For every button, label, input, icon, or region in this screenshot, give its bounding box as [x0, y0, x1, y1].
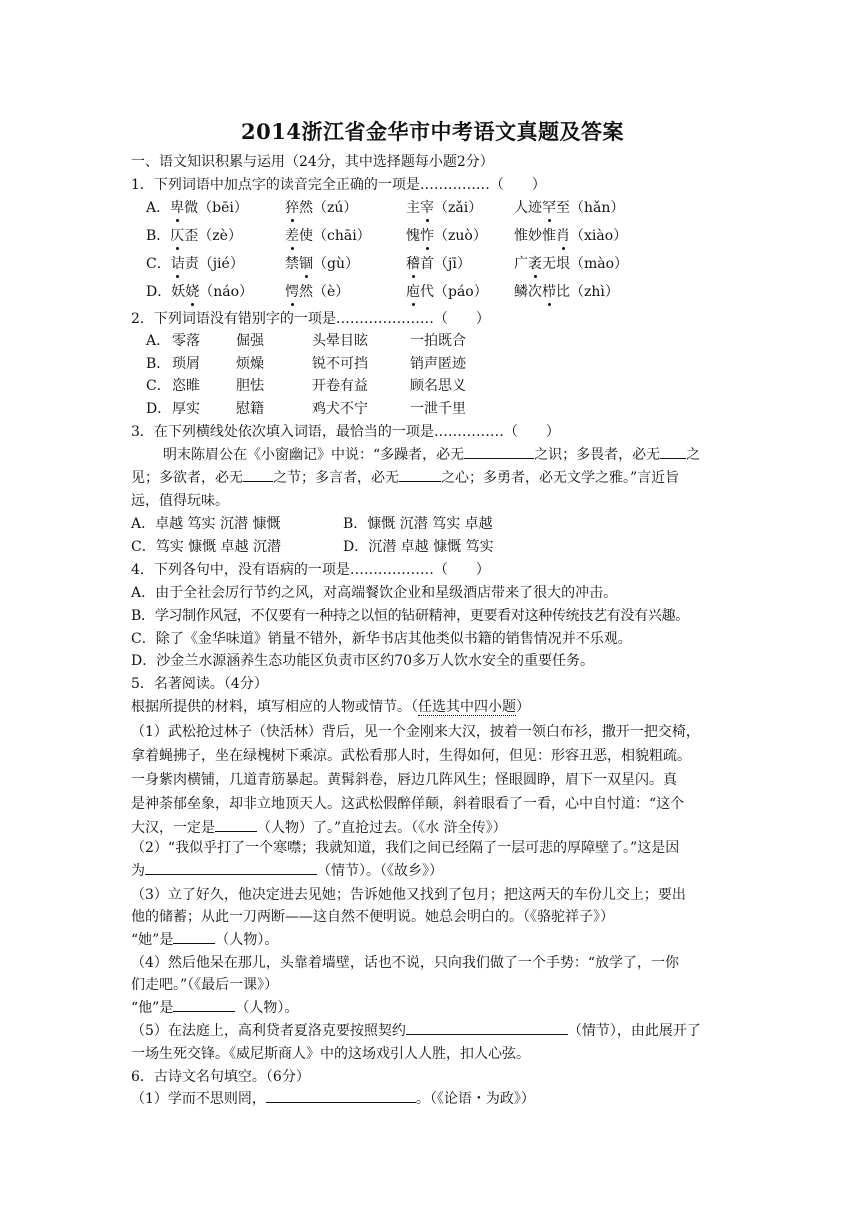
answer-blank[interactable] — [406, 1020, 568, 1035]
fill-blank[interactable] — [243, 467, 273, 482]
q5-item-5-line-1: （5）在法庭上，高利贷者夏洛克要按照契约 （情节），由此展开了 — [131, 1020, 701, 1042]
q3-options-row-2 — [131, 536, 494, 558]
q5-item-1-line-1: （1）武松抢过林子（快活林）背后，见一个金刚来大汉，披着一领白布衫，撒开一把交椅， — [131, 724, 700, 740]
question-2-stem: 2．下列词语没有错别字的一项是…………………（ ） — [131, 311, 490, 327]
question-1-stem: 1．下列词语中加点字的读音完全正确的一项是……………（ ） — [131, 177, 546, 193]
q1-option-b[interactable]: B．仄歪（zè） 差使（chāi） 愧怍（zuò） 惟妙惟肖（xiào） — [146, 225, 654, 247]
section-heading: 一、语文知识积累与运用（24分，其中选择题每小题2分） — [131, 154, 494, 170]
question-4-stem: 4．下列各句中，没有语病的一项是………………（ ） — [131, 562, 490, 578]
q3-passage-line-1: 明末陈眉公在《小窗幽记》中说：“多躁者，必无 之识；多畏者，必无 之 — [163, 444, 700, 466]
answer-blank[interactable] — [266, 1088, 416, 1103]
answer-blank[interactable] — [145, 860, 317, 875]
q5-item-4-line-3: “他”是 （人物）。 — [131, 997, 298, 1019]
q5-item-1-line-2: 拿着蝇拂子，坐在绿槐树下乘凉。武松看那人时，生得如何，但见：形容丑恶，相貌粗疏。 — [131, 748, 691, 764]
fill-blank[interactable] — [464, 444, 534, 459]
q5-item-5-line-2: 一场生死交锋。《威尼斯商人》中的这场戏引人人胜，扣人心弦。 — [131, 1046, 530, 1062]
q6-item-1: （1）学而不思则罔， 。（《论语・为政》） — [131, 1088, 535, 1110]
q5-instructions: 根据所提供的材料，填写相应的人物或情节。（任选其中四小题） — [131, 699, 530, 715]
q2-option-b[interactable]: B． 琐屑 烦燥 锐不可挡 销声匿迹 — [146, 356, 466, 372]
q4-option-b[interactable]: B．学习制作风冠，不仅要有一种持之以恒的钻研精神，更要看对这种传统技艺有没有兴趣。 — [131, 608, 689, 624]
q5-item-4-line-1: （4）然后他呆在那儿，头靠着墙壁，话也不说，只向我们做了一个手势：“放学了，一你 — [131, 955, 680, 971]
question-5-stem: 5．名著阅读。（4分） — [131, 676, 268, 692]
q3-passage-line-2: 见；多欲者，必无 之节；多言者，必无 之心；多勇者，必无文学之雅。”言近旨 — [131, 467, 679, 489]
page-title: 2014浙江省金华市中考语文真题及答案 — [241, 119, 624, 144]
q5-item-3-line-3: “她”是 （人物）。 — [131, 929, 278, 951]
answer-blank[interactable] — [173, 997, 235, 1012]
q5-item-3-line-2: 他的储蓄；从此一刀两断——这自然不便明说。她总会明白的。（《骆驼祥子》） — [131, 909, 614, 925]
q3-option-d[interactable]: D．沉潜 卓越 慷慨 笃实 — [343, 539, 494, 555]
q2-option-c[interactable]: C． 恣睢 胆怯 开卷有益 顾名思义 — [146, 378, 466, 394]
q2-option-a[interactable]: A． 零落 倔强 头晕目眩 一拍既合 — [146, 333, 466, 349]
question-3-stem: 3．在下列横线处依次填入词语，最恰当的一项是……………（ ） — [131, 424, 560, 440]
q1-option-d[interactable]: D．妖娆（náo） 愕然（è） 庖代（páo） 鳞次栉比（zhì） — [146, 281, 654, 303]
q3-options-row-1 — [131, 513, 493, 535]
q5-item-1-line-5: 大汉，一定是 （人物）了。”直抢过去。（《水 浒全传》） — [131, 817, 507, 839]
q1-option-a[interactable]: A．卑微（bēi） 猝然（zú） 主宰（zǎi） 人迹罕至（hǎn） — [146, 197, 654, 219]
q3-option-c[interactable]: C．笃实 慷慨 卓越 沉潜 — [131, 539, 282, 555]
q5-item-1-line-4: 是神荼郁垒象，却非立地顶天人。这武松假醉佯颠，斜着眼看了一看，心中自忖道：“这个 — [131, 796, 685, 812]
fill-blank[interactable] — [660, 444, 686, 459]
q4-option-c[interactable]: C．除了《金华味道》销量不错外，新华书店其他类似书籍的销售情况并不乐观。 — [131, 631, 632, 647]
answer-blank[interactable] — [173, 929, 215, 944]
q3-option-b[interactable]: B．慷慨 沉潜 笃实 卓越 — [343, 516, 493, 532]
q1-option-c[interactable]: C．诘责（jié） 禁锢（gù） 稽首（jī） 广袤无垠（mào） — [146, 253, 654, 275]
answer-blank[interactable] — [215, 817, 257, 832]
q5-item-4-line-2: 们走吧。”（《最后一课》） — [131, 977, 279, 993]
q3-option-a[interactable]: A．卓越 笃实 沉潜 慷慨 — [131, 516, 281, 532]
q4-option-d[interactable]: D．沙金兰水源涵养生态功能区负责市区约70多万人饮水安全的重要任务。 — [131, 653, 595, 669]
q5-item-2-line-2: 为 （情节）。（《故乡》） — [131, 860, 443, 882]
q5-item-1-line-3: 一身紫肉横铺，几道青筋暴起。黄髯斜卷，唇边几阵风生；怪眼圆睁，眉下一双星闪。真 — [131, 772, 677, 788]
q4-option-a[interactable]: A．由于全社会厉行节约之风，对高端餐饮企业和星级酒店带来了很大的冲击。 — [131, 585, 618, 601]
q2-option-d[interactable]: D． 厚实 慰籍 鸡犬不宁 一泄千里 — [146, 401, 466, 417]
q5-item-2-line-1: （2）“我似乎打了一个寒噤；我就知道，我们之间已经隔了一层可悲的厚障壁了。”这是因 — [131, 840, 680, 856]
question-6-stem: 6．古诗文名句填空。（6分） — [131, 1069, 310, 1085]
q5-item-3-line-1: （3）立了好久，他决定进去见她；告诉她他又找到了包月；把这两天的车份儿交上；要出 — [131, 887, 686, 903]
fill-blank[interactable] — [399, 467, 441, 482]
q3-passage-line-3: 远，值得玩味。 — [131, 493, 229, 509]
